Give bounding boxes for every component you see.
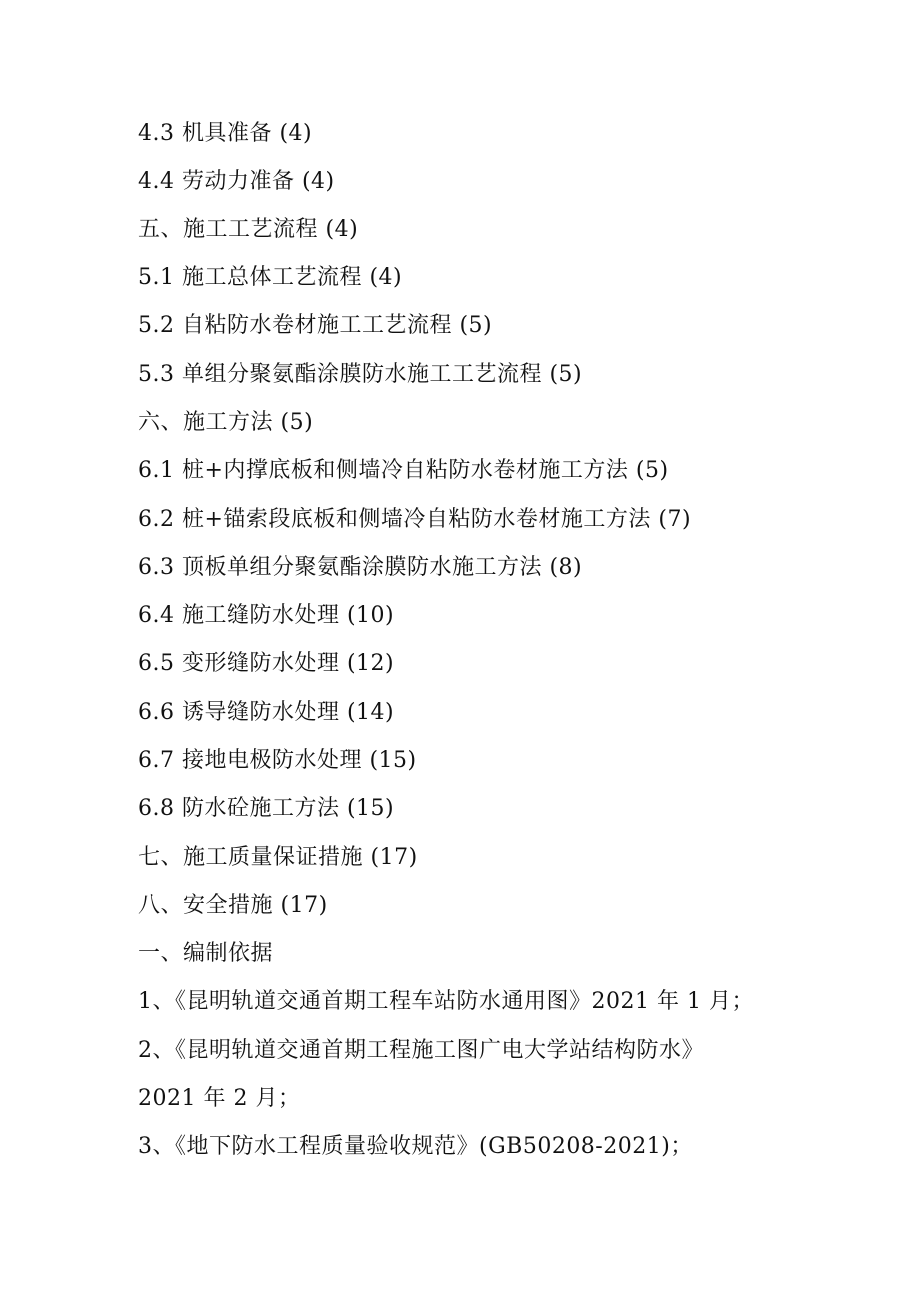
- toc-item-6-8: 6.8 防水砼施工方法 (15): [138, 796, 395, 821]
- toc-item-5-3: 5.3 单组分聚氨酯涂膜防水施工工艺流程 (5): [138, 362, 583, 387]
- toc-item-6-7: 6.7 接地电极防水处理 (15): [138, 748, 417, 773]
- toc-item-6-3: 6.3 顶板单组分聚氨酯涂膜防水施工方法 (8): [138, 555, 583, 580]
- toc-item-5-2: 5.2 自粘防水卷材施工工艺流程 (5): [138, 313, 493, 338]
- toc-item-6-4: 6.4 施工缝防水处理 (10): [138, 603, 395, 628]
- toc-item-6-6: 6.6 诱导缝防水处理 (14): [138, 700, 395, 725]
- toc-item-6-2: 6.2 桩+锚索段底板和侧墙冷自粘防水卷材施工方法 (7): [138, 507, 692, 532]
- toc-item-4-4: 4.4 劳动力准备 (4): [138, 169, 335, 194]
- toc-item-6: 六、施工方法 (5): [138, 410, 314, 435]
- section-heading: 一、编制依据: [138, 941, 274, 966]
- basis-item-2: 2、《昆明轨道交通首期工程施工图广电大学站结构防水》: [138, 1038, 704, 1063]
- toc-item-6-5: 6.5 变形缝防水处理 (12): [138, 651, 395, 676]
- basis-item-2-continued: 2021 年 2 月；: [138, 1086, 301, 1111]
- toc-item-8: 八、安全措施 (17): [138, 893, 328, 918]
- toc-item-5: 五、施工工艺流程 (4): [138, 217, 359, 242]
- toc-item-6-1: 6.1 桩+内撑底板和侧墙冷自粘防水卷材施工方法 (5): [138, 458, 669, 483]
- basis-item-1: 1、《昆明轨道交通首期工程车站防水通用图》2021 年 1 月；: [138, 989, 754, 1014]
- toc-item-7: 七、施工质量保证措施 (17): [138, 845, 418, 870]
- basis-item-3: 3、《地下防水工程质量验收规范》(GB50208-2021)；: [138, 1134, 693, 1159]
- toc-item-4-3: 4.3 机具准备 (4): [138, 121, 313, 146]
- toc-item-5-1: 5.1 施工总体工艺流程 (4): [138, 265, 403, 290]
